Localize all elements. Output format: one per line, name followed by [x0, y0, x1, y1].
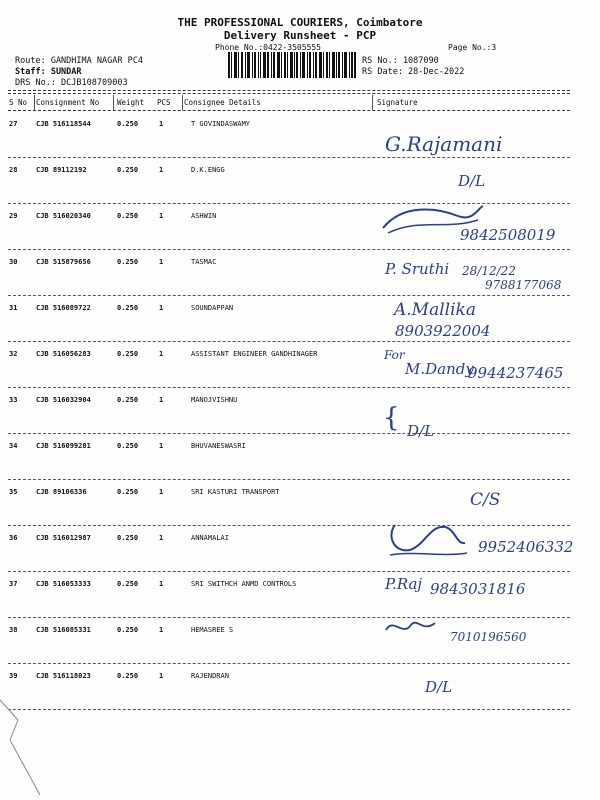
- col-divider: [113, 95, 114, 110]
- runsheet-subtitle: Delivery Runsheet - PCP: [223, 29, 377, 42]
- rs-number: RS No.: 1087090: [362, 56, 439, 66]
- rs-date: RS Date: 28-Dec-2022: [362, 67, 465, 77]
- row-divider: [8, 663, 570, 664]
- row-divider: [8, 525, 570, 526]
- col-divider: [372, 95, 373, 110]
- row-consignee: SRI KASTURI TRANSPORT: [191, 488, 280, 496]
- signature-36-scribble: [385, 515, 470, 560]
- phone-number: Phone No.:0422-3505555: [215, 43, 321, 52]
- row-pcs: 1: [159, 672, 164, 680]
- table-row: [0, 442, 600, 488]
- signature-27: G.Rajamani: [385, 132, 503, 156]
- row-consignee: SOUNDAPPAN: [191, 304, 234, 312]
- row-pcs: 1: [159, 350, 164, 358]
- row-divider: [8, 709, 570, 710]
- signature-31-phone: 8903922004: [395, 322, 491, 340]
- header-divider: [8, 110, 570, 111]
- drs-number: DRS No.: DCJB108709003: [15, 78, 128, 88]
- row-weight: 0.250: [117, 672, 139, 680]
- row-consignee: BHUVANESWASRI: [191, 442, 246, 450]
- row-consignee: ASHWIN: [191, 212, 217, 220]
- row-consignee: D.K.ENGG: [191, 166, 225, 174]
- col-divider: [182, 95, 183, 110]
- row-weight: 0.250: [117, 396, 139, 404]
- row-consignee: ASSISTANT ENGINEER GANDHINAGER: [191, 350, 318, 358]
- page-fold-mark: [0, 680, 60, 800]
- row-pcs: 1: [159, 534, 164, 542]
- row-weight: 0.250: [117, 626, 139, 634]
- signature-37-name: P.Raj: [385, 575, 423, 593]
- header-divider: [8, 93, 570, 94]
- row-consignee: HEMASREE S: [191, 626, 234, 634]
- row-consignee: MANOJVISHNU: [191, 396, 238, 404]
- row-weight: 0.250: [117, 212, 139, 220]
- row-sno: 30: [9, 258, 18, 266]
- signature-30-phone: 9788177068: [485, 278, 562, 292]
- row-sno: 29: [9, 212, 18, 220]
- row-consignment-no: CJB 516089722: [36, 304, 91, 312]
- signature-34: D/L: [407, 422, 435, 440]
- row-sno: 34: [9, 442, 18, 450]
- row-weight: 0.250: [117, 488, 139, 496]
- row-consignment-no: CJB 516085331: [36, 626, 91, 634]
- row-sno: 38: [9, 626, 18, 634]
- signature-37-phone: 9843031816: [430, 580, 526, 598]
- signature-36: 9952406332: [478, 538, 574, 556]
- company-title: THE PROFESSIONAL COURIERS, Coimbatore: [177, 16, 423, 29]
- row-weight: 0.250: [117, 166, 139, 174]
- row-consignment-no: CJB 516032904: [36, 396, 91, 404]
- signature-32-phone: 9944237465: [468, 364, 564, 382]
- row-pcs: 1: [159, 442, 164, 450]
- table-row: [0, 120, 600, 166]
- row-pcs: 1: [159, 396, 164, 404]
- signature-29: 9842508019: [460, 226, 556, 244]
- row-pcs: 1: [159, 580, 164, 588]
- row-sno: 37: [9, 580, 18, 588]
- row-weight: 0.250: [117, 534, 139, 542]
- col-divider: [34, 95, 35, 110]
- row-consignment-no: CJB 516012987: [36, 534, 91, 542]
- row-divider: [8, 617, 570, 618]
- table-row: [0, 304, 600, 350]
- signature-30-name: P. Sruthi: [385, 260, 450, 278]
- staff-label: Staff: SUNDAR: [15, 67, 82, 77]
- row-sno: 36: [9, 534, 18, 542]
- col-pcs-header: PCS: [157, 98, 171, 107]
- row-consignment-no: CJB 515879656: [36, 258, 91, 266]
- row-sno: 28: [9, 166, 18, 174]
- row-consignee: T GOVINDASWAMY: [191, 120, 251, 128]
- signature-32-name: M.Dandy: [405, 360, 474, 378]
- row-weight: 0.250: [117, 580, 139, 588]
- table-row: [0, 488, 600, 534]
- signature-30-date: 28/12/22: [462, 264, 516, 278]
- row-weight: 0.250: [117, 120, 139, 128]
- bracket-mark: {: [383, 403, 400, 433]
- route-label: Route: GANDHIMA NAGAR PC4: [15, 56, 143, 66]
- row-consignment-no: CJB 516118544: [36, 120, 91, 128]
- signature-28: D/L: [458, 172, 486, 190]
- row-pcs: 1: [159, 304, 164, 312]
- col-sno-header: S No: [9, 98, 28, 107]
- row-pcs: 1: [159, 212, 164, 220]
- row-sno: 33: [9, 396, 18, 404]
- row-consignee: RAJENDRAN: [191, 672, 229, 680]
- col-weight-header: Weight: [117, 98, 145, 107]
- row-divider: [8, 295, 570, 296]
- row-weight: 0.250: [117, 304, 139, 312]
- row-consignment-no: CJB 516056283: [36, 350, 91, 358]
- row-divider: [8, 479, 570, 480]
- col-consignee-header: Consignee Details: [184, 98, 261, 107]
- row-sno: 27: [9, 120, 18, 128]
- row-consignment-no: CJB 516099281: [36, 442, 91, 450]
- row-divider: [8, 433, 570, 434]
- table-row: [0, 672, 600, 718]
- row-divider: [8, 249, 570, 250]
- signature-39: D/L: [425, 678, 453, 696]
- row-consignment-no: CJB 516020340: [36, 212, 91, 220]
- col-consignment-header: Consignment No: [36, 98, 100, 107]
- table-row: [0, 166, 600, 212]
- row-consignee: ANNAMALAI: [191, 534, 229, 542]
- row-divider: [8, 157, 570, 158]
- row-weight: 0.250: [117, 442, 139, 450]
- signature-35: C/S: [470, 490, 501, 510]
- signature-31-name: A.Mallika: [394, 300, 476, 320]
- row-pcs: 1: [159, 258, 164, 266]
- table-row: [0, 396, 600, 442]
- header-divider: [8, 90, 570, 91]
- page-number: Page No.:3: [448, 43, 497, 52]
- row-pcs: 1: [159, 166, 164, 174]
- row-pcs: 1: [159, 120, 164, 128]
- row-sno: 39: [9, 672, 18, 680]
- row-consignment-no: CJB 516118023: [36, 672, 91, 680]
- row-consignment-no: CJB 516053333: [36, 580, 91, 588]
- row-consignee: TASMAC: [191, 258, 217, 266]
- row-pcs: 1: [159, 626, 164, 634]
- row-divider: [8, 387, 570, 388]
- row-sno: 32: [9, 350, 18, 358]
- col-signature-header: Signature: [377, 98, 418, 107]
- row-consignment-no: CJB 89106336: [36, 488, 87, 496]
- row-consignment-no: CJB 89112192: [36, 166, 87, 174]
- row-pcs: 1: [159, 488, 164, 496]
- row-consignee: SRI SWITHCH ANMD CONTROLS: [191, 580, 297, 588]
- barcode-icon: [228, 52, 356, 78]
- row-divider: [8, 341, 570, 342]
- row-divider: [8, 571, 570, 572]
- row-sno: 35: [9, 488, 18, 496]
- signature-38: 7010196560: [450, 630, 527, 644]
- signature-32-for: For: [384, 348, 405, 362]
- row-weight: 0.250: [117, 258, 139, 266]
- signature-38-scribble: [383, 615, 438, 640]
- row-weight: 0.250: [117, 350, 139, 358]
- row-sno: 31: [9, 304, 18, 312]
